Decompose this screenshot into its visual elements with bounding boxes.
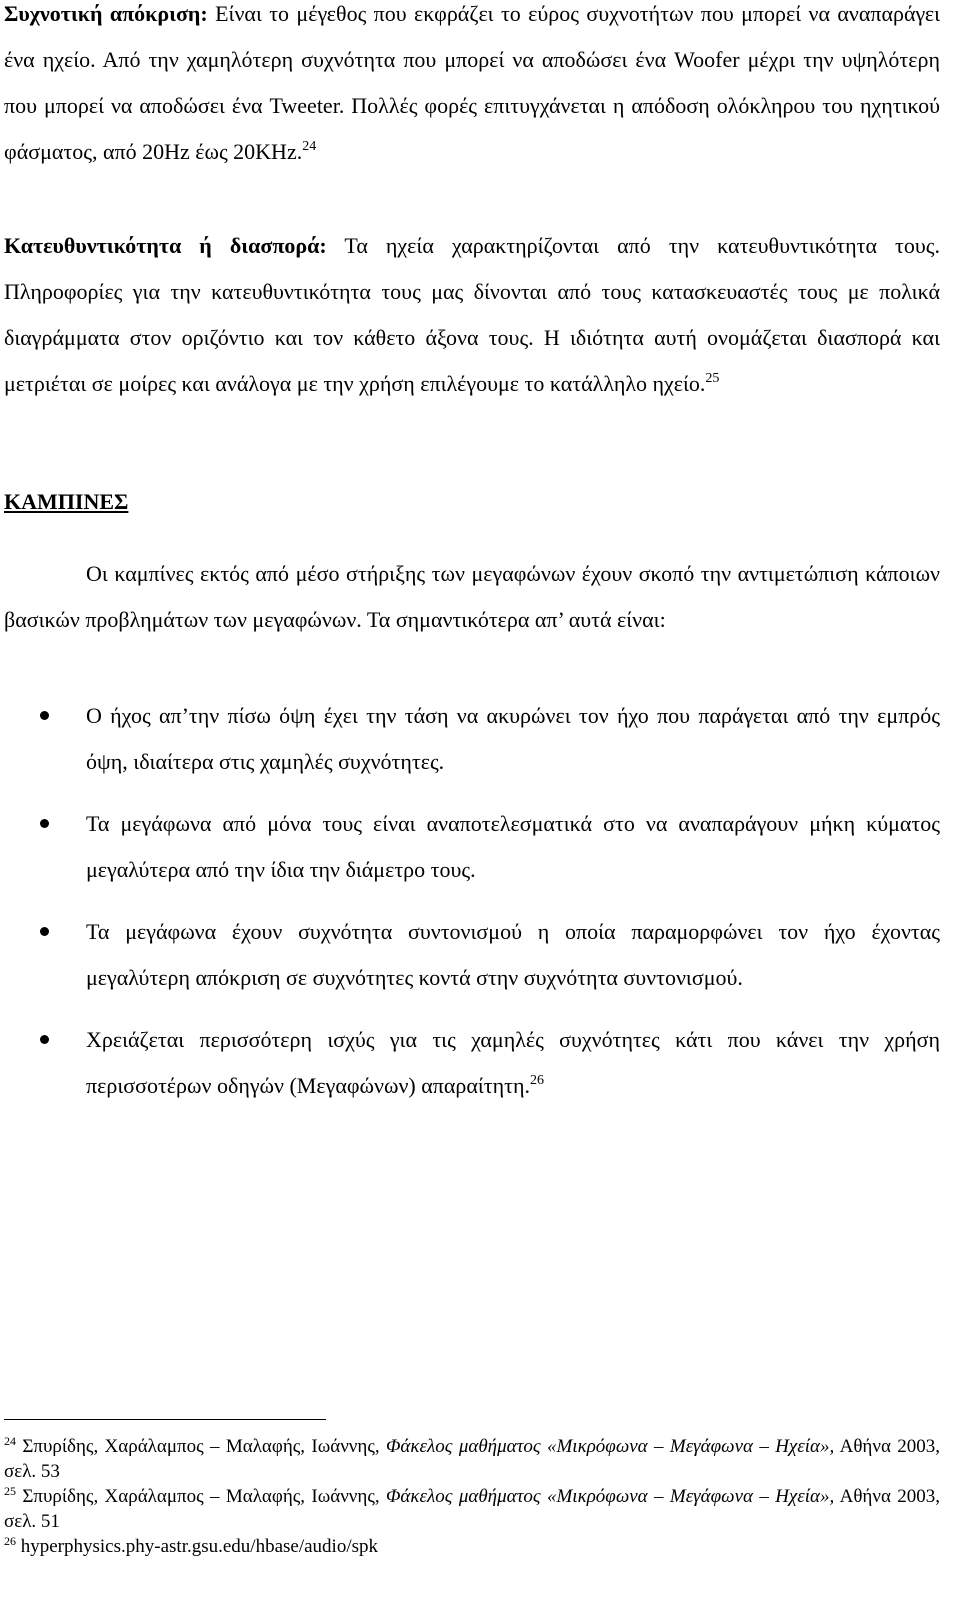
footnote-authors: Σπυρίδης, Χαράλαμπος – Μαλαφής, Ιωάννης, <box>22 1436 386 1457</box>
footnote-ref-24: 24 <box>302 139 317 154</box>
bullet-icon <box>40 819 49 828</box>
footnote-number: 26 <box>4 1534 16 1548</box>
list-item-text: Ο ήχος απ’την πίσω όψη έχει την τάση να ακυρώνει τον ήχο που παράγεται από την εμπρός όψη, ιδιαίτερα στις χαμηλές συχνότητες. <box>86 703 940 774</box>
footnote-title: Φάκελος μαθήματος «Μικρόφωνα – Μεγάφωνα – Ηχεία», <box>385 1436 835 1457</box>
footnote-url: hyperphysics.phy-astr.gsu.edu/hbase/audio/spk <box>20 1536 379 1557</box>
footnote-ref-25: 25 <box>705 371 720 386</box>
footnote-24 <box>4 1434 940 1484</box>
footnotes <box>4 1434 940 1559</box>
footnote-number: 25 <box>4 1484 16 1498</box>
list-item <box>0 693 940 785</box>
paragraph-directivity <box>4 223 940 407</box>
section-heading-cabinets: ΚΑΜΠΙΝΕΣ <box>4 489 129 514</box>
footnote-separator <box>4 1419 326 1420</box>
directivity-text: Τα ηχεία χαρακτηρίζονται από την κατευθυντικότητα τους. Πληροφορίες για την κατευθυντικότητα τους μας δίνονται από τους κατασκευαστές τους με πολικά διαγράμματα στον οριζόντιο και τον κάθετο άξονα τους. Η ιδιότητα αυτή ονομάζεται διασπορά και μετριέται σε μοίρες και ανάλογα με την χρήση επιλέγουμε το κατάλληλο ηχείο. <box>4 233 940 396</box>
list-item-text: Τα μεγάφωνα από μόνα τους είναι αναποτελεσματικά στο να αναπαράγουν μήκη κύματος μεγαλύτερα από την ίδια την διάμετρο τους. <box>86 811 940 882</box>
cabinets-intro: Οι καμπίνες εκτός από μέσο στήριξης των μεγαφώνων έχουν σκοπό την αντιμετώπιση κάποιων βασικών προβλημάτων των μεγαφώνων. Τα σημαντικότερα απ’ αυτά είναι: <box>4 561 940 632</box>
footnote-title: Φάκελος μαθήματος «Μικρόφωνα – Μεγάφωνα – Ηχεία», <box>385 1486 835 1507</box>
footnote-authors: Σπυρίδης, Χαράλαμπος – Μαλαφής, Ιωάννης, <box>22 1486 386 1507</box>
bullet-icon <box>40 927 49 936</box>
bullet-icon <box>40 711 49 720</box>
frequency-response-text: Είναι το μέγεθος που εκφράζει το εύρος συχνοτήτων που μπορεί να αναπαράγει ένα ηχείο. Από την χαμηλότερη συχνότητα που μπορεί να αποδώσει ένα Woofer μέχρι την υψηλότερη που μπορεί να αποδώσει ένα Tweeter. Πολλές φορές επιτυγχάνεται η απόδοση ολόκληρου του ηχητικού φάσματος, από 20Hz έως 20KHz. <box>4 1 940 164</box>
bullet-icon <box>40 1035 49 1044</box>
list-item-text: Χρειάζεται περισσότερη ισχύς για τις χαμηλές συχνότητες κάτι που κάνει την χρήση περισσοτέρων οδηγών (Μεγαφώνων) απαραίτητη. <box>86 1027 940 1098</box>
footnote-25 <box>4 1484 940 1534</box>
list-item <box>0 909 940 1001</box>
footnote-number: 24 <box>4 1434 16 1448</box>
paragraph-frequency-response <box>4 0 940 175</box>
footnote-26 <box>4 1534 940 1559</box>
footnote-details: Αθήνα 2003, σελ. 51 <box>4 1486 941 1532</box>
footnote-details: Αθήνα 2003, σελ. 53 <box>4 1436 941 1482</box>
list-item <box>0 801 940 893</box>
term-directivity: Κατευθυντικότητα ή διασπορά: <box>4 233 327 258</box>
term-frequency-response: Συχνοτική απόκριση: <box>4 1 208 26</box>
list-item <box>0 1017 940 1109</box>
list-item-text: Τα μεγάφωνα έχουν συχνότητα συντονισμού η οποία παραμορφώνει τον ήχο έχοντας μεγαλύτερη απόκριση σε συχνότητες κοντά στην συχνότητα συντονισμού. <box>86 919 940 990</box>
footnote-ref-26: 26 <box>530 1073 544 1088</box>
problems-list <box>0 693 940 1109</box>
